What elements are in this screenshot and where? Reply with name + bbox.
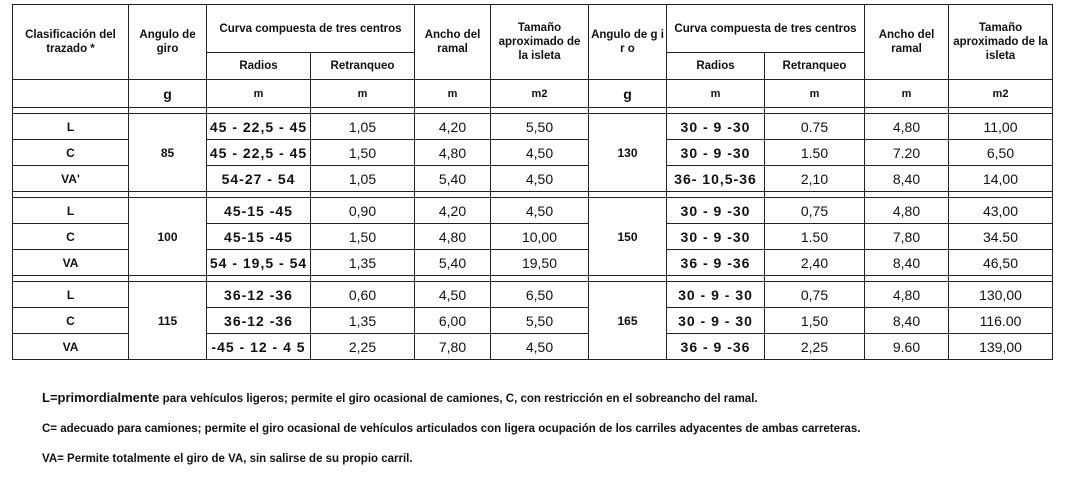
cell-clasificacion: C xyxy=(13,140,129,166)
unit-ancho: m xyxy=(415,80,491,108)
cell-tamano: 5,50 xyxy=(491,114,589,140)
header-angulo-right: Angulo de g i r o xyxy=(589,5,667,80)
cell-retranqueo: 0,60 xyxy=(311,282,415,308)
note-c: C= adecuado para camiones; permite el giro ocasional de vehículos articulados con ligera ocupación de los carriles adyacentes de ambas carreteras. xyxy=(42,423,861,435)
note-va: VA= Permite totalmente el giro de VA, sin salirse de su propio carril. xyxy=(42,453,413,465)
cell-ancho: 4,20 xyxy=(415,114,491,140)
cell-radios-right: 36 - 9 -36 xyxy=(667,334,765,360)
header-angulo: Angulo de giro xyxy=(129,5,207,80)
header-clasificacion: Clasificación del trazado * xyxy=(13,5,129,80)
unit-angulo: g xyxy=(129,80,207,108)
unit-tamano-right: m2 xyxy=(949,80,1053,108)
unit-radios: m xyxy=(207,80,311,108)
footnotes xyxy=(42,390,1062,481)
cell-ancho-right: 4,80 xyxy=(865,114,949,140)
cell-clasificacion: VA' xyxy=(13,166,129,192)
cell-tamano-right: 116.00 xyxy=(949,308,1053,334)
cell-retranqueo-right: 2,25 xyxy=(765,334,865,360)
cell-angulo-right: 165 xyxy=(589,282,667,360)
cell-ancho-right: 8,40 xyxy=(865,166,949,192)
cell-angulo: 85 xyxy=(129,114,207,192)
cell-retranqueo-right: 2,10 xyxy=(765,166,865,192)
cell-radios: 45-15 -45 xyxy=(207,198,311,224)
cell-ancho-right: 4,80 xyxy=(865,198,949,224)
cell-tamano: 4,50 xyxy=(491,140,589,166)
unit-radios-right: m xyxy=(667,80,765,108)
cell-radios: 45 - 22,5 - 45 xyxy=(207,114,311,140)
cell-radios-right: 30 - 9 -30 xyxy=(667,140,765,166)
header-row-1 xyxy=(13,5,1053,53)
cell-ancho: 7,80 xyxy=(415,334,491,360)
cell-retranqueo-right: 1.50 xyxy=(765,140,865,166)
cell-ancho: 4,20 xyxy=(415,198,491,224)
header-radios-right: Radios xyxy=(667,53,765,80)
cell-radios-right: 36 - 9 -36 xyxy=(667,250,765,276)
cell-clasificacion: L xyxy=(13,282,129,308)
cell-retranqueo: 0,90 xyxy=(311,198,415,224)
cell-tamano: 5,50 xyxy=(491,308,589,334)
cell-radios-right: 30 - 9 - 30 xyxy=(667,282,765,308)
cell-radios-right: 36- 10,5-36 xyxy=(667,166,765,192)
cell-ancho-right: 7.20 xyxy=(865,140,949,166)
cell-retranqueo: 1,05 xyxy=(311,166,415,192)
table-row xyxy=(13,198,1053,224)
cell-tamano: 19,50 xyxy=(491,250,589,276)
cell-radios: 45-15 -45 xyxy=(207,224,311,250)
cell-tamano: 6,50 xyxy=(491,282,589,308)
cell-radios-right: 30 - 9 -30 xyxy=(667,198,765,224)
cell-ancho: 4,50 xyxy=(415,282,491,308)
cell-retranqueo-right: 0,75 xyxy=(765,282,865,308)
cell-ancho-right: 8,40 xyxy=(865,250,949,276)
cell-tamano-right: 46,50 xyxy=(949,250,1053,276)
cell-angulo: 100 xyxy=(129,198,207,276)
header-ancho: Ancho del ramal xyxy=(415,5,491,80)
cell-ancho: 5,40 xyxy=(415,166,491,192)
cell-tamano-right: 130,00 xyxy=(949,282,1053,308)
cell-clasificacion: L xyxy=(13,198,129,224)
unit-ancho-right: m xyxy=(865,80,949,108)
cell-ancho-right: 4,80 xyxy=(865,282,949,308)
cell-radios: 45 - 22,5 - 45 xyxy=(207,140,311,166)
note-l-text: para vehículos ligeros; permite el giro ocasional de camiones, C, con restricción en el sobreancho del ramal. xyxy=(162,393,758,405)
cell-clasificacion: VA xyxy=(13,334,129,360)
cell-retranqueo: 1,35 xyxy=(311,308,415,334)
cell-radios-right: 30 - 9 - 30 xyxy=(667,308,765,334)
cell-tamano: 4,50 xyxy=(491,334,589,360)
cell-retranqueo-right: 0.75 xyxy=(765,114,865,140)
cell-clasificacion: L xyxy=(13,114,129,140)
header-retranqueo-right: Retranqueo xyxy=(765,53,865,80)
cell-ancho-right: 8,40 xyxy=(865,308,949,334)
cell-angulo: 115 xyxy=(129,282,207,360)
cell-tamano-right: 43,00 xyxy=(949,198,1053,224)
cell-radios: 36-12 -36 xyxy=(207,282,311,308)
unit-retranqueo: m xyxy=(311,80,415,108)
cell-radios-right: 30 - 9 -30 xyxy=(667,114,765,140)
unit-tamano: m2 xyxy=(491,80,589,108)
table-row xyxy=(13,282,1053,308)
header-curva: Curva compuesta de tres centros xyxy=(207,5,415,53)
header-tamano-right: Tamaño aproximado de la isleta xyxy=(949,5,1053,80)
cell-ancho-right: 9.60 xyxy=(865,334,949,360)
cell-tamano-right: 139,00 xyxy=(949,334,1053,360)
cell-retranqueo-right: 2,40 xyxy=(765,250,865,276)
cell-tamano-right: 6,50 xyxy=(949,140,1053,166)
note-l-lead: L=primordialmente xyxy=(42,390,160,405)
cell-tamano-right: 11,00 xyxy=(949,114,1053,140)
cell-retranqueo-right: 0,75 xyxy=(765,198,865,224)
cell-retranqueo: 1,50 xyxy=(311,224,415,250)
header-ancho-right: Ancho del ramal xyxy=(865,5,949,80)
cell-ancho-right: 7,80 xyxy=(865,224,949,250)
cell-retranqueo-right: 1,50 xyxy=(765,308,865,334)
table-row xyxy=(13,114,1053,140)
cell-tamano: 4,50 xyxy=(491,166,589,192)
document xyxy=(12,4,1052,465)
cell-radios: 36-12 -36 xyxy=(207,308,311,334)
header-retranqueo: Retranqueo xyxy=(311,53,415,80)
header-radios: Radios xyxy=(207,53,311,80)
cell-radios: 54-27 - 54 xyxy=(207,166,311,192)
cell-tamano: 4,50 xyxy=(491,198,589,224)
cell-clasificacion: C xyxy=(13,308,129,334)
cell-retranqueo-right: 1.50 xyxy=(765,224,865,250)
cell-ancho: 4,80 xyxy=(415,140,491,166)
header-tamano: Tamaño aproximado de la isleta xyxy=(491,5,589,80)
turning-geometry-table xyxy=(12,4,1053,360)
cell-clasificacion: VA xyxy=(13,250,129,276)
unit-retranqueo-right: m xyxy=(765,80,865,108)
cell-radios-right: 30 - 9 -30 xyxy=(667,224,765,250)
cell-angulo-right: 150 xyxy=(589,198,667,276)
header-curva-right: Curva compuesta de tres centros xyxy=(667,5,865,53)
unit-angulo-right: g xyxy=(589,80,667,108)
cell-radios: 54 - 19,5 - 54 xyxy=(207,250,311,276)
cell-ancho: 5,40 xyxy=(415,250,491,276)
cell-retranqueo: 1,05 xyxy=(311,114,415,140)
cell-ancho: 4,80 xyxy=(415,224,491,250)
cell-tamano-right: 14,00 xyxy=(949,166,1053,192)
cell-retranqueo: 1,50 xyxy=(311,140,415,166)
cell-ancho: 6,00 xyxy=(415,308,491,334)
cell-clasificacion: C xyxy=(13,224,129,250)
cell-tamano-right: 34.50 xyxy=(949,224,1053,250)
cell-radios: -45 - 12 - 4 5 xyxy=(207,334,311,360)
cell-retranqueo: 2,25 xyxy=(311,334,415,360)
cell-tamano: 10,00 xyxy=(491,224,589,250)
unit-empty xyxy=(13,80,129,108)
note-l xyxy=(42,390,1062,407)
cell-angulo-right: 130 xyxy=(589,114,667,192)
cell-retranqueo: 1,35 xyxy=(311,250,415,276)
units-row xyxy=(13,80,1053,108)
